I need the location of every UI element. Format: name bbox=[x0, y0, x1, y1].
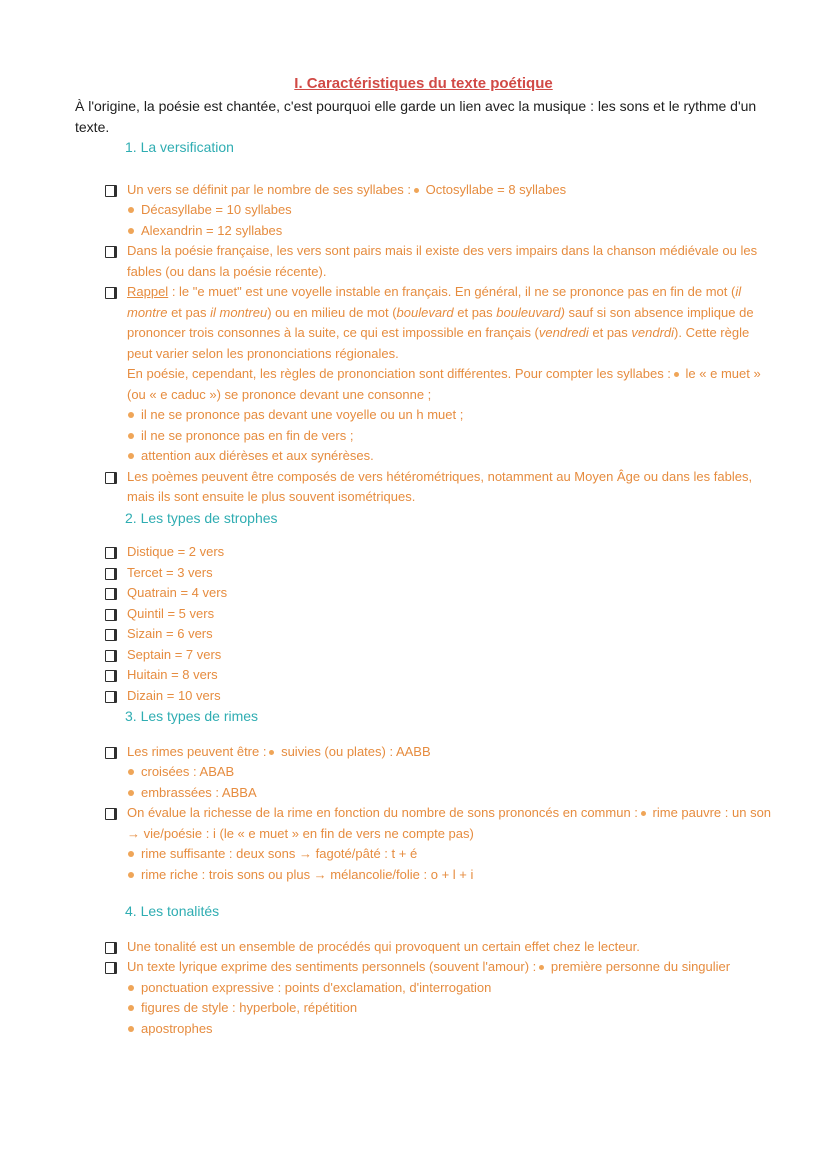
checkbox-marker bbox=[105, 624, 127, 645]
sub-bullet-item bbox=[128, 762, 772, 783]
sub-bullet-item bbox=[128, 844, 772, 865]
checkbox-icon bbox=[105, 650, 117, 662]
checklist-item bbox=[105, 742, 772, 763]
section-heading: 2. Les types de strophes bbox=[125, 509, 278, 526]
bullet-marker bbox=[128, 1019, 141, 1040]
bullet-marker bbox=[128, 446, 141, 467]
checkbox-marker bbox=[105, 957, 127, 978]
checklist-item bbox=[105, 665, 772, 686]
checkbox-marker bbox=[105, 937, 127, 958]
item-text: ponctuation expressive : points d'exclamation, d'interrogation bbox=[141, 979, 492, 995]
section-heading: 1. La versification bbox=[125, 139, 234, 155]
checklist-item bbox=[105, 957, 772, 978]
item-text: Décasyllabe = 10 syllabes bbox=[141, 202, 292, 217]
checkbox-marker bbox=[105, 563, 127, 584]
item-text: embrassées : ABBA bbox=[141, 784, 257, 800]
bullet-marker bbox=[128, 844, 141, 865]
checkbox-marker bbox=[105, 742, 127, 763]
checklist-item bbox=[105, 180, 772, 201]
item-text: attention aux diérèses et aux synérèses. bbox=[141, 448, 374, 463]
checkbox-icon bbox=[105, 747, 117, 759]
item-text: Une tonalité est un ensemble de procédés qui provoquent un certain effet chez le lecteur. bbox=[127, 938, 640, 954]
item-text: Quatrain = 4 vers bbox=[127, 585, 228, 600]
document-body bbox=[75, 137, 772, 1039]
checkbox-icon bbox=[105, 287, 117, 299]
bullet-dot-icon bbox=[128, 872, 134, 878]
item-text: On évalue la richesse de la rime en fonction du nombre de sons prononcés en commun : rime pauvre : un son → vie/poésie : i (le « e muet » en fin de vers ne compte pas) bbox=[127, 805, 772, 841]
checkbox-icon bbox=[105, 691, 117, 703]
checkbox-marker bbox=[105, 542, 127, 563]
checkbox-icon bbox=[105, 185, 117, 197]
checklist-item bbox=[105, 282, 772, 405]
checklist-item bbox=[105, 624, 772, 645]
item-text: Dizain = 10 vers bbox=[127, 687, 221, 703]
checklist-item bbox=[105, 803, 772, 844]
checkbox-marker bbox=[105, 583, 127, 604]
item-text: Tercet = 3 vers bbox=[127, 564, 213, 580]
bullet-dot-icon bbox=[128, 790, 134, 796]
bullet-dot-icon bbox=[674, 372, 679, 377]
item-text: Quintil = 5 vers bbox=[127, 605, 215, 621]
spacer bbox=[75, 922, 772, 937]
item-text: rime suffisante : deux sons → fagoté/pâté : t + é bbox=[141, 846, 418, 861]
checkbox-icon bbox=[105, 629, 117, 641]
checklist-item bbox=[105, 241, 772, 282]
item-text: croisées : ABAB bbox=[141, 764, 235, 779]
sub-bullet-item bbox=[128, 978, 772, 999]
checkbox-icon bbox=[105, 547, 117, 559]
item-text: figures de style : hyperbole, répétition bbox=[141, 1000, 358, 1015]
checkbox-marker bbox=[105, 467, 127, 508]
bullet-dot-icon bbox=[128, 207, 134, 213]
checklist-item bbox=[105, 686, 772, 707]
checkbox-marker bbox=[105, 180, 127, 201]
checklist-item bbox=[105, 542, 772, 563]
checkbox-marker bbox=[105, 803, 127, 844]
bullet-marker bbox=[128, 998, 141, 1019]
item-text: Sizain = 6 vers bbox=[127, 626, 213, 641]
sub-bullet-item bbox=[128, 221, 772, 242]
checkbox-icon bbox=[105, 962, 117, 974]
spacer bbox=[75, 885, 772, 901]
item-text: Septain = 7 vers bbox=[127, 646, 222, 662]
bullet-dot-icon bbox=[128, 1026, 134, 1032]
checkbox-marker bbox=[105, 282, 127, 405]
item-text: Rappel : le "e muet" est une voyelle instable en français. En général, il ne se prononce pas en fin de mot (il montre et pas il montreu) ou en milieu de mot (boulevard et pas bouleuvard) sauf si son absence implique de prononcer trois consonnes à la suite, ce qui est impossible en français (vendredi et pas vendrdi). Cette règle peut varier selon les prononciations régionales. En poésie, cependant, les règles de prononciation sont différentes. Pour compter les syllabes : le « e muet » (ou « e caduc ») se prononce devant une consonne ; bbox=[127, 284, 761, 402]
item-text: Dans la poésie française, les vers sont pairs mais il existe des vers impairs dans la chanson médiévale ou les fables (ou dans la poésie récente). bbox=[127, 243, 758, 279]
item-text: Les poèmes peuvent être composés de vers hétérométriques, notamment au Moyen Âge ou dans les fables, mais ils sont ensuite le plus souvent isométriques. bbox=[127, 468, 753, 504]
sub-bullet-item bbox=[128, 446, 772, 467]
item-text: il ne se prononce pas en fin de vers ; bbox=[141, 427, 354, 443]
bullet-marker bbox=[128, 200, 141, 221]
sub-bullet-item bbox=[128, 783, 772, 804]
bullet-marker bbox=[128, 762, 141, 783]
bullet-dot-icon bbox=[128, 851, 134, 857]
sub-bullet-item bbox=[128, 998, 772, 1019]
checkbox-marker bbox=[105, 665, 127, 686]
item-text: Un texte lyrique exprime des sentiments personnels (souvent l'amour) : première personne du singulier bbox=[127, 959, 731, 974]
bullet-dot-icon bbox=[641, 811, 646, 816]
spacer bbox=[75, 727, 772, 742]
bullet-dot-icon bbox=[414, 188, 419, 193]
checklist-item bbox=[105, 583, 772, 604]
item-text: rime riche : trois sons ou plus → mélancolie/folie : o + l + i bbox=[141, 866, 474, 882]
bullet-dot-icon bbox=[128, 453, 134, 459]
checkbox-icon bbox=[105, 609, 117, 621]
sub-bullet-item bbox=[128, 405, 772, 426]
checkbox-marker bbox=[105, 241, 127, 282]
sub-bullet-item bbox=[128, 200, 772, 221]
item-text: Un vers se définit par le nombre de ses syllabes : Octosyllabe = 8 syllabes bbox=[127, 181, 567, 197]
sub-bullet-item bbox=[128, 865, 772, 886]
checkbox-marker bbox=[105, 686, 127, 707]
bullet-marker bbox=[128, 783, 141, 804]
checklist-item bbox=[105, 937, 772, 958]
bullet-marker bbox=[128, 865, 141, 886]
bullet-dot-icon bbox=[128, 769, 134, 775]
bullet-marker bbox=[128, 426, 141, 447]
checklist-item bbox=[105, 604, 772, 625]
checklist-item bbox=[105, 645, 772, 666]
spacer bbox=[75, 158, 772, 180]
bullet-dot-icon bbox=[539, 965, 544, 970]
bullet-dot-icon bbox=[128, 433, 134, 439]
intro-paragraph: À l'origine, la poésie est chantée, c'est pourquoi elle garde un lien avec la musique : les sons et le rythme d'un texte. bbox=[75, 98, 757, 135]
item-text: Les rimes peuvent être : suivies (ou plates) : AABB bbox=[127, 743, 431, 759]
checkbox-icon bbox=[105, 568, 117, 580]
checkbox-marker bbox=[105, 645, 127, 666]
checkbox-icon bbox=[105, 942, 117, 954]
item-text: apostrophes bbox=[141, 1020, 213, 1036]
checklist-item bbox=[105, 467, 772, 508]
spacer bbox=[75, 528, 772, 542]
section-heading: 3. Les types de rimes bbox=[125, 708, 259, 724]
bullet-dot-icon bbox=[128, 412, 134, 418]
checkbox-icon bbox=[105, 246, 117, 258]
sub-bullet-item bbox=[128, 426, 772, 447]
bullet-dot-icon bbox=[128, 985, 134, 991]
checklist-item bbox=[105, 563, 772, 584]
bullet-dot-icon bbox=[128, 1005, 134, 1011]
checkbox-icon bbox=[105, 588, 117, 600]
item-text: Distique = 2 vers bbox=[127, 544, 225, 559]
bullet-dot-icon bbox=[269, 750, 274, 755]
checkbox-icon bbox=[105, 808, 117, 820]
item-text: Huitain = 8 vers bbox=[127, 667, 218, 682]
section-heading: 4. Les tonalités bbox=[125, 903, 220, 919]
bullet-marker bbox=[128, 978, 141, 999]
sub-bullet-item bbox=[128, 1019, 772, 1040]
bullet-dot-icon bbox=[128, 228, 134, 234]
checkbox-icon bbox=[105, 670, 117, 682]
bullet-marker bbox=[128, 405, 141, 426]
item-text: il ne se prononce pas devant une voyelle ou un h muet ; bbox=[141, 407, 464, 422]
checkbox-marker bbox=[105, 604, 127, 625]
page-title: I. Caractéristiques du texte poétique bbox=[294, 75, 553, 92]
checkbox-icon bbox=[105, 472, 117, 484]
item-text: Alexandrin = 12 syllabes bbox=[141, 222, 283, 238]
bullet-marker bbox=[128, 221, 141, 242]
